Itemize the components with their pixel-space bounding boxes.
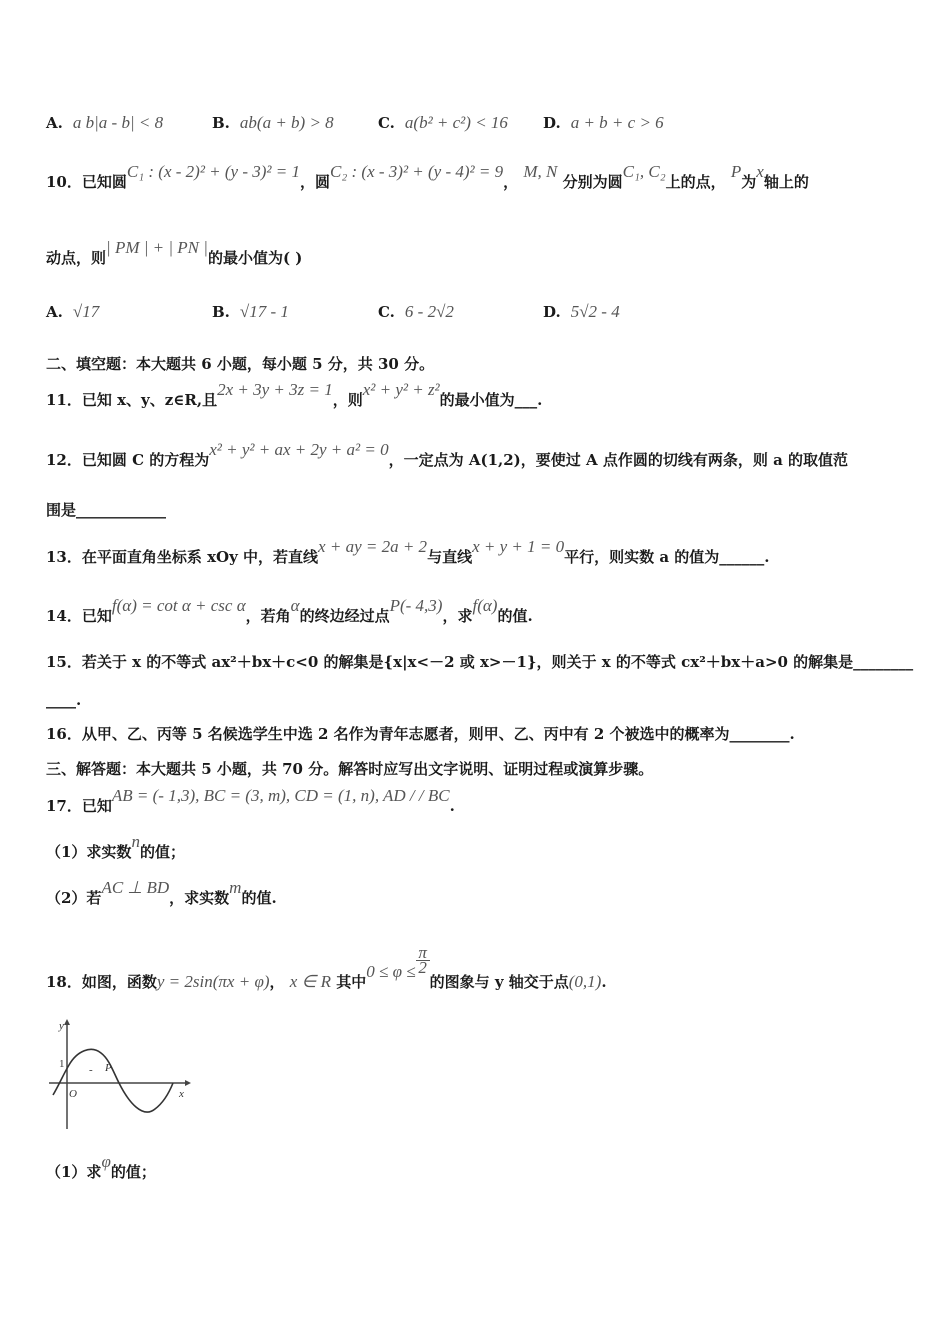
q9-option-c: C. a(b² + c²) < 16 — [378, 113, 508, 132]
section-3-heading: 三、解答题：本大题共 5 小题，共 70 分。解答时应写出文字说明、证明过程或演算步骤。 — [46, 760, 654, 778]
q9-option-a: A. a b|a - b| < 8 — [46, 113, 164, 132]
q18: 18．如图，函数y = 2sin(πx + φ)， x ∈ R 其中0 ≤ φ ≤ $\frac{\pi}{2}$ 的图象与 y 轴交于点(0,1). — [46, 943, 607, 991]
q9-option-d: D. a + b + c > 6 — [543, 113, 664, 132]
q10-expr: | PM | + | PN | — [106, 238, 208, 257]
q16: 16．从甲、乙、丙等 5 名候选学生中选 2 名作为青年志愿者，则甲、乙、丙中有 2 个被选中的概率为________. — [46, 725, 795, 743]
graph-y-label: y — [59, 1020, 64, 1032]
q10-option-d: D. 5√2 - 4 — [543, 302, 620, 321]
graph-sine-curve — [53, 1049, 173, 1112]
graph-p-label: P — [105, 1062, 112, 1074]
q14: 14．已知f(α) = cot α + csc α，若角α的终边经过点P(- 4,3)，求f(α)的值. — [46, 596, 533, 625]
q17-part2: （2）若AC ⊥ BD，求实数m的值. — [46, 878, 277, 907]
q15-line2: ____. — [46, 691, 82, 709]
q12-line1: 12．已知圆 C 的方程为x² + y² + ax + 2y + a² = 0，一定点为 A(1,2)，要使过 A 点作圆的切线有两条，则 a 的取值范 — [46, 440, 849, 469]
graph-x-arrow — [185, 1080, 191, 1086]
q9-option-b-expr: ab(a + b) > 8 — [239, 113, 334, 132]
q10-line1: 10．已知圆C₁ : (x - 2)² + (y - 3)² = 1，圆C₂ : (x - 3)² + (y - 4)² = 9， M, N 分别为圆C₁, C₂上的点， P为x轴上的 — [46, 162, 809, 191]
q18-part1: （1）求φ的值； — [46, 1152, 156, 1181]
q10-option-b: B. √17 - 1 — [212, 302, 289, 321]
q17-part1: （1）求实数n的值； — [46, 832, 185, 861]
q10-circle2: C₂ : (x - 3)² + (y - 4)² = 9 — [330, 162, 504, 181]
graph-dash-mark: - — [89, 1064, 93, 1076]
graph-one-label: 1 — [59, 1058, 65, 1070]
q9-option-d-expr: a + b + c > 6 — [570, 113, 664, 132]
graph-y-arrow — [64, 1019, 70, 1025]
q18-fraction: $\frac{\pi}{2}$ — [416, 946, 430, 975]
q9-option-c-expr: a(b² + c²) < 16 — [404, 113, 508, 132]
q10-circle1: C₁ : (x - 2)² + (y - 3)² = 1 — [126, 162, 300, 181]
q9-option-b: B. ab(a + b) > 8 — [212, 113, 334, 132]
q13: 13．在平面直角坐标系 xOy 中，若直线x + ay = 2a + 2与直线x + y + 1 = 0平行，则实数 a 的值为______. — [46, 537, 770, 566]
q15-line1: 15．若关于 x 的不等式 ax²＋bx＋c<0 的解集是{x|x<－2 或 x>－1}，则关于 x 的不等式 cx²＋bx＋a>0 的解集是________ — [46, 653, 914, 671]
q12-line2: 围是____________ — [46, 501, 167, 519]
q9-option-a-expr: a b|a - b| < 8 — [72, 113, 164, 132]
q10-option-c: C. 6 - 2√2 — [378, 302, 454, 321]
q11: 11．已知 x、y、z∈R,且2x + 3y + 3z = 1，则x² + y² + z²的最小值为___. — [46, 380, 543, 409]
graph-x-label: x — [179, 1088, 184, 1100]
q10-line2: 动点，则| PM | + | PN |的最小值为( ) — [46, 238, 303, 267]
q18-sine-graph — [45, 1015, 195, 1135]
graph-origin-label: O — [69, 1088, 77, 1100]
q10-option-a: A. √17 — [46, 302, 100, 321]
section-2-heading: 二、填空题：本大题共 6 小题，每小题 5 分，共 30 分。 — [46, 355, 435, 373]
q17: 17．已知AB = (- 1,3), BC = (3, m), CD = (1, n), AD / / BC. — [46, 786, 455, 815]
